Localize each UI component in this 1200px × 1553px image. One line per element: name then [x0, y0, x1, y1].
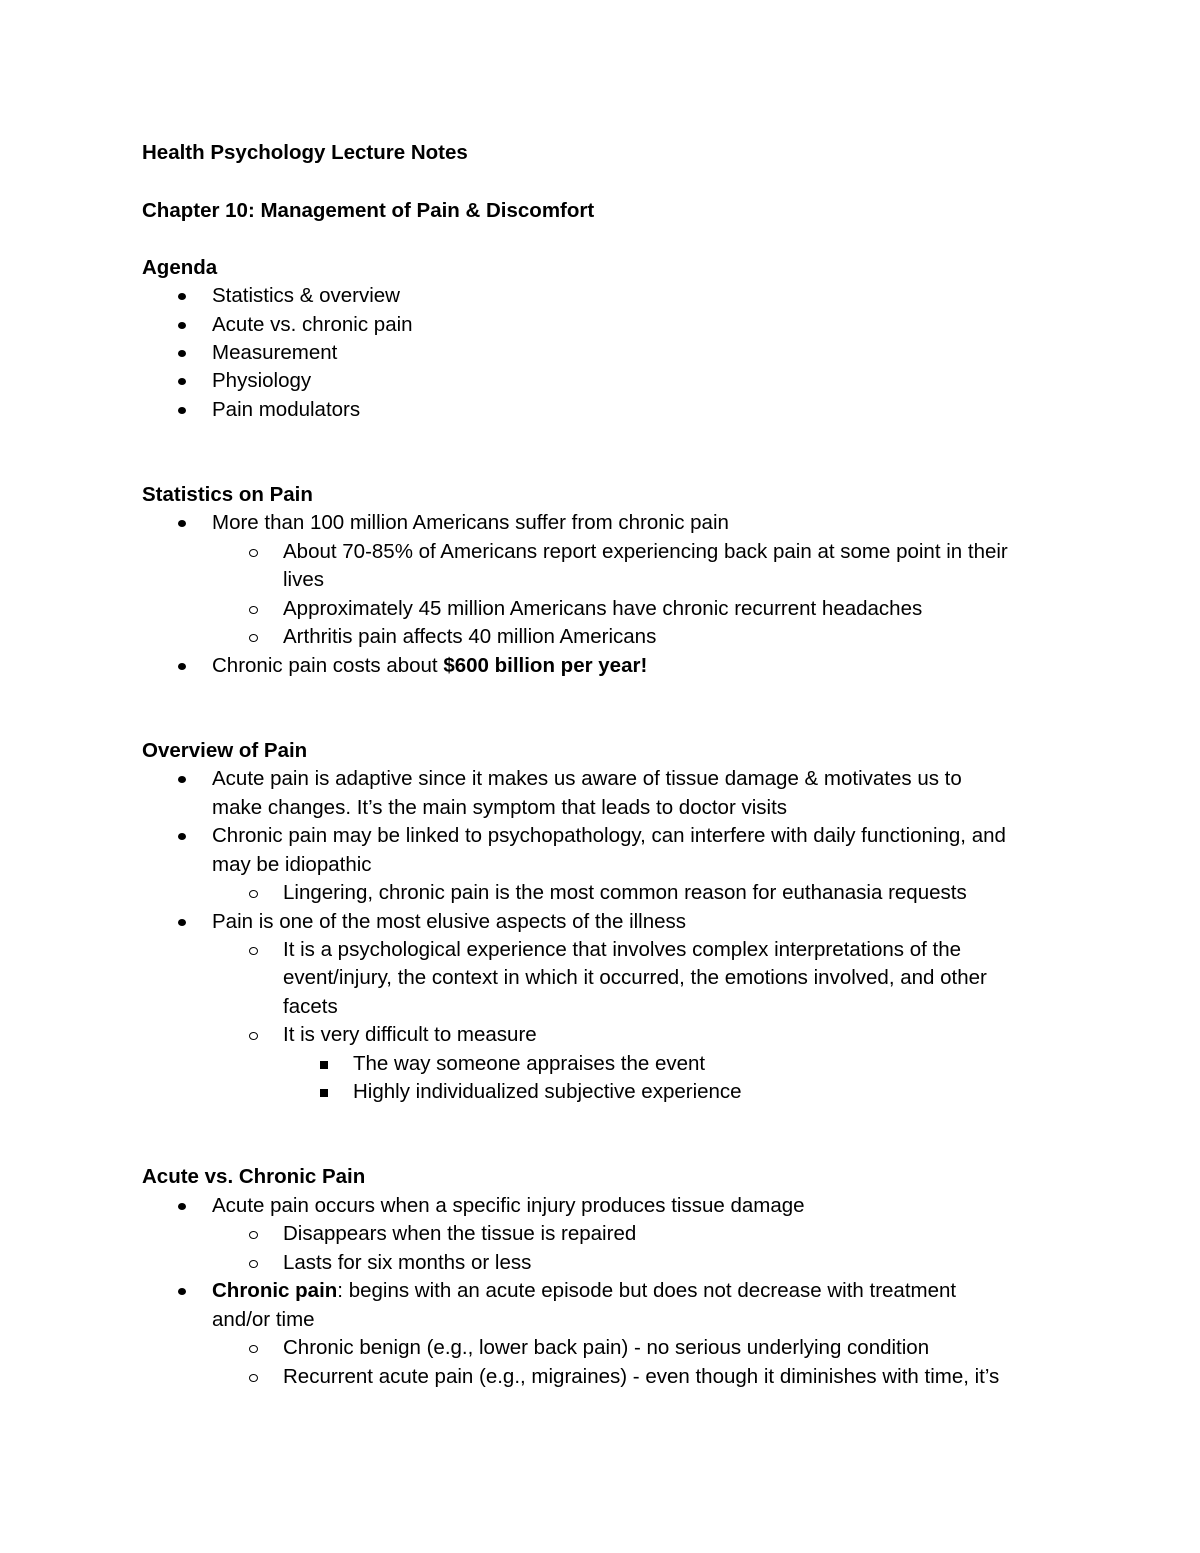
list-item — [0, 908, 1200, 937]
list-subitem-text: lives — [283, 568, 325, 591]
list-item-continuation — [0, 1306, 1200, 1335]
bullet-circle-icon — [249, 1374, 258, 1382]
chronic-pain-term: Chronic pain — [212, 1279, 338, 1302]
list-subitem — [0, 595, 1200, 624]
agenda-item — [0, 282, 1200, 311]
bullet-circle-icon — [249, 549, 258, 557]
list-item-text: Chronic pain may be linked to psychopathology, can interfere with daily functioning, and — [212, 824, 1006, 847]
bullet-circle-icon — [249, 634, 258, 642]
bullet-dot-icon — [178, 1203, 186, 1210]
bullet-circle-icon — [249, 1345, 258, 1353]
bullet-dot-icon — [178, 833, 186, 840]
list-item — [0, 1192, 1200, 1221]
list-item-text: Chronic pain: begins with an acute episode but does not decrease with treatment — [212, 1279, 957, 1302]
list-item-text: Acute pain occurs when a specific injury produces tissue damage — [212, 1194, 805, 1217]
agenda-item — [0, 396, 1200, 425]
list-subitem-continuation — [0, 964, 1200, 993]
list-item-text: may be idiopathic — [212, 853, 372, 876]
bullet-dot-icon — [178, 663, 186, 670]
list-subsubitem-text: Highly individualized subjective experience — [353, 1080, 742, 1103]
overview-heading-line — [0, 737, 1200, 766]
list-item-text: Chronic pain costs about $600 billion per year! — [212, 654, 648, 677]
list-item-text: and/or time — [212, 1308, 315, 1331]
agenda-item — [0, 367, 1200, 396]
bullet-circle-icon — [249, 890, 258, 898]
list-subitem-text: Lasts for six months or less — [283, 1251, 532, 1274]
list-item — [0, 822, 1200, 851]
agenda-item-text: Physiology — [212, 369, 312, 392]
list-subitem-text: facets — [283, 995, 338, 1018]
list-item-text: make changes. It’s the main symptom that leads to doctor visits — [212, 796, 788, 819]
list-subitem-text: Lingering, chronic pain is the most common reason for euthanasia requests — [283, 881, 967, 904]
document-title-line — [0, 139, 1200, 168]
list-item-text: Pain is one of the most elusive aspects of the illness — [212, 910, 687, 933]
agenda-heading: Agenda — [142, 256, 218, 279]
list-item-continuation — [0, 851, 1200, 880]
overview-heading: Overview of Pain — [142, 739, 308, 762]
list-subitem-continuation — [0, 993, 1200, 1022]
list-subitem — [0, 538, 1200, 567]
list-subitem-continuation — [0, 566, 1200, 595]
list-subitem — [0, 623, 1200, 652]
agenda-heading-line — [0, 254, 1200, 283]
list-subsubitem — [0, 1078, 1200, 1107]
bullet-dot-icon — [178, 776, 186, 783]
list-subitem — [0, 1334, 1200, 1363]
statistics-heading-line — [0, 481, 1200, 510]
list-subitem-text: event/injury, the context in which it occurred, the emotions involved, and other — [283, 966, 987, 989]
bullet-dot-icon — [178, 350, 186, 357]
bullet-dot-icon — [178, 378, 186, 385]
bullet-square-icon — [320, 1061, 328, 1069]
bullet-circle-icon — [249, 1032, 258, 1040]
bullet-dot-icon — [178, 1288, 186, 1295]
bullet-circle-icon — [249, 606, 258, 614]
bullet-dot-icon — [178, 322, 186, 329]
list-item-text: More than 100 million Americans suffer from chronic pain — [212, 511, 729, 534]
list-subitem-text: Arthritis pain affects 40 million Americans — [283, 625, 657, 648]
list-subitem-text: Recurrent acute pain (e.g., migraines) - even though it diminishes with time, it’s — [283, 1365, 1000, 1388]
list-subitem-text: Chronic benign (e.g., lower back pain) - no serious underlying condition — [283, 1336, 930, 1359]
list-subitem — [0, 1363, 1200, 1392]
cost-highlight: $600 billion per year! — [443, 654, 648, 677]
bullet-dot-icon — [178, 293, 186, 300]
bullet-square-icon — [320, 1089, 328, 1097]
agenda-item — [0, 311, 1200, 340]
bullet-dot-icon — [178, 919, 186, 926]
statistics-heading: Statistics on Pain — [142, 483, 313, 506]
agenda-item — [0, 339, 1200, 368]
acute-chronic-heading: Acute vs. Chronic Pain — [142, 1165, 366, 1188]
list-subitem-text: It is a psychological experience that involves complex interpretations of the — [283, 938, 962, 961]
list-subsubitem-text: The way someone appraises the event — [353, 1052, 706, 1075]
list-subitem — [0, 1021, 1200, 1050]
agenda-item-text: Acute vs. chronic pain — [212, 313, 413, 336]
list-item — [0, 652, 1200, 681]
bullet-circle-icon — [249, 947, 258, 955]
list-subitem — [0, 1249, 1200, 1278]
list-subitem-text: Disappears when the tissue is repaired — [283, 1222, 637, 1245]
document-title: Health Psychology Lecture Notes — [142, 141, 468, 164]
list-subitem-text: It is very difficult to measure — [283, 1023, 537, 1046]
list-item — [0, 1277, 1200, 1306]
agenda-item-text: Statistics & overview — [212, 284, 400, 307]
list-item — [0, 509, 1200, 538]
bullet-dot-icon — [178, 520, 186, 527]
chapter-title: Chapter 10: Management of Pain & Discomfort — [142, 199, 595, 222]
bullet-circle-icon — [249, 1260, 258, 1268]
list-subsubitem — [0, 1050, 1200, 1079]
list-subitem-text: Approximately 45 million Americans have chronic recurrent headaches — [283, 597, 923, 620]
list-item-text: Acute pain is adaptive since it makes us aware of tissue damage & motivates us to — [212, 767, 962, 790]
agenda-item-text: Measurement — [212, 341, 338, 364]
bullet-dot-icon — [178, 407, 186, 414]
chapter-title-line — [0, 197, 1200, 226]
list-item-continuation — [0, 794, 1200, 823]
list-subitem — [0, 936, 1200, 965]
list-subitem — [0, 1220, 1200, 1249]
list-subitem-text: About 70-85% of Americans report experiencing back pain at some point in their — [283, 540, 1008, 563]
list-item — [0, 765, 1200, 794]
agenda-item-text: Pain modulators — [212, 398, 361, 421]
bullet-circle-icon — [249, 1231, 258, 1239]
acute-chronic-heading-line — [0, 1163, 1200, 1192]
list-subitem — [0, 879, 1200, 908]
